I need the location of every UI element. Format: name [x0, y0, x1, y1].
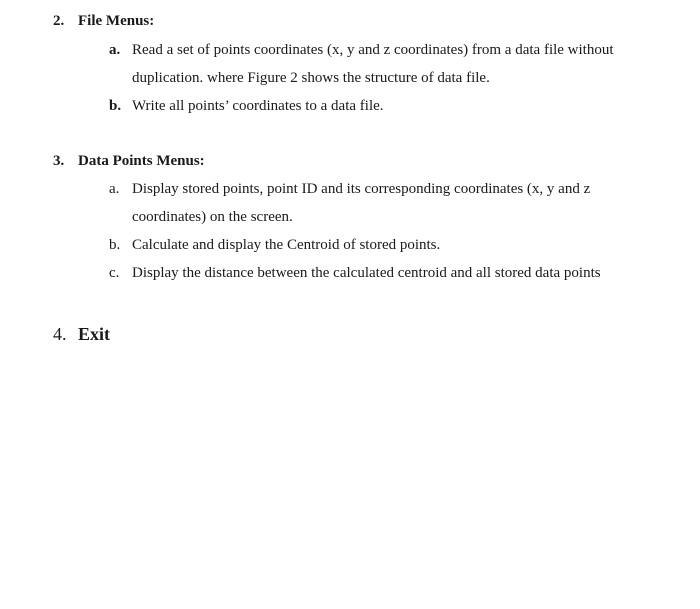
section-number: 4. [53, 324, 67, 344]
list-item-continuation: coordinates) on the screen. [132, 209, 293, 225]
list-marker: b. [109, 98, 122, 114]
section-title: File Menus: [78, 13, 155, 29]
section-title: Exit [78, 324, 111, 344]
list-item-text: Display stored points, point ID and its corresponding coordinates (x, y and z [132, 181, 591, 197]
list-item-continuation: duplication. where Figure 2 shows the structure of data file. [132, 70, 490, 86]
section-number: 2. [53, 13, 65, 29]
list-marker: a. [109, 181, 120, 197]
section-heading-data-points-menus [53, 153, 205, 170]
list-item [109, 98, 384, 115]
list-item [109, 265, 601, 282]
list-item [109, 237, 440, 254]
section-heading-file-menus [53, 13, 154, 30]
section-heading-exit [53, 324, 110, 345]
list-marker: b. [109, 237, 121, 253]
list-item [109, 181, 590, 198]
list-marker: a. [109, 42, 121, 58]
list-item-text: Read a set of points coordinates (x, y and z coordinates) from a data file without [132, 42, 614, 58]
list-item-text: Calculate and display the Centroid of stored points. [132, 237, 441, 253]
list-item-text: Display the distance between the calculated centroid and all stored data points [132, 265, 601, 281]
list-item-text: Write all points’ coordinates to a data file. [132, 98, 384, 114]
section-number: 3. [53, 153, 65, 169]
list-item [109, 42, 614, 59]
list-marker: c. [109, 265, 120, 281]
section-title: Data Points Menus: [78, 153, 205, 169]
